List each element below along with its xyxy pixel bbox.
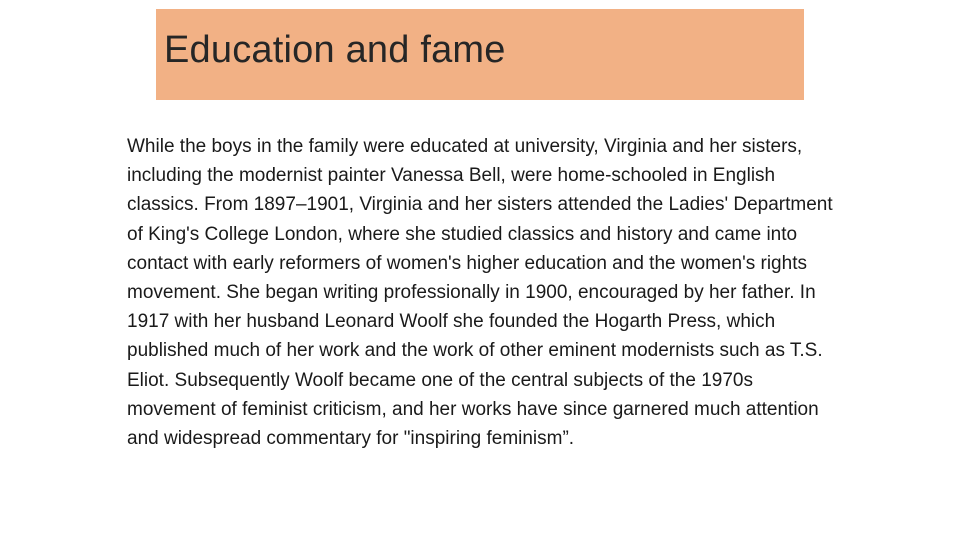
slide-title: Education and fame	[164, 29, 506, 71]
title-banner	[156, 9, 804, 100]
body-paragraph: While the boys in the family were educated at university, Virginia and her sisters, including the modernist painter Vanessa Bell, were home-schooled in English classics. From 1897–1901, Virginia and her sisters attended the Ladies' Department of King's College London, where she studied classics and history and came into contact with early reformers of women's higher education and the women's rights movement. She began writing professionally in 1900, encouraged by her father. In 1917 with her husband Leonard Woolf she founded the Hogarth Press, which published much of her work and the work of other eminent modernists such as T.S. Eliot. Subsequently Woolf became one of the central subjects of the 1970s movement of feminist criticism, and her works have since garnered much attention and widespread commentary for "inspiring feminism”.	[127, 136, 833, 450]
